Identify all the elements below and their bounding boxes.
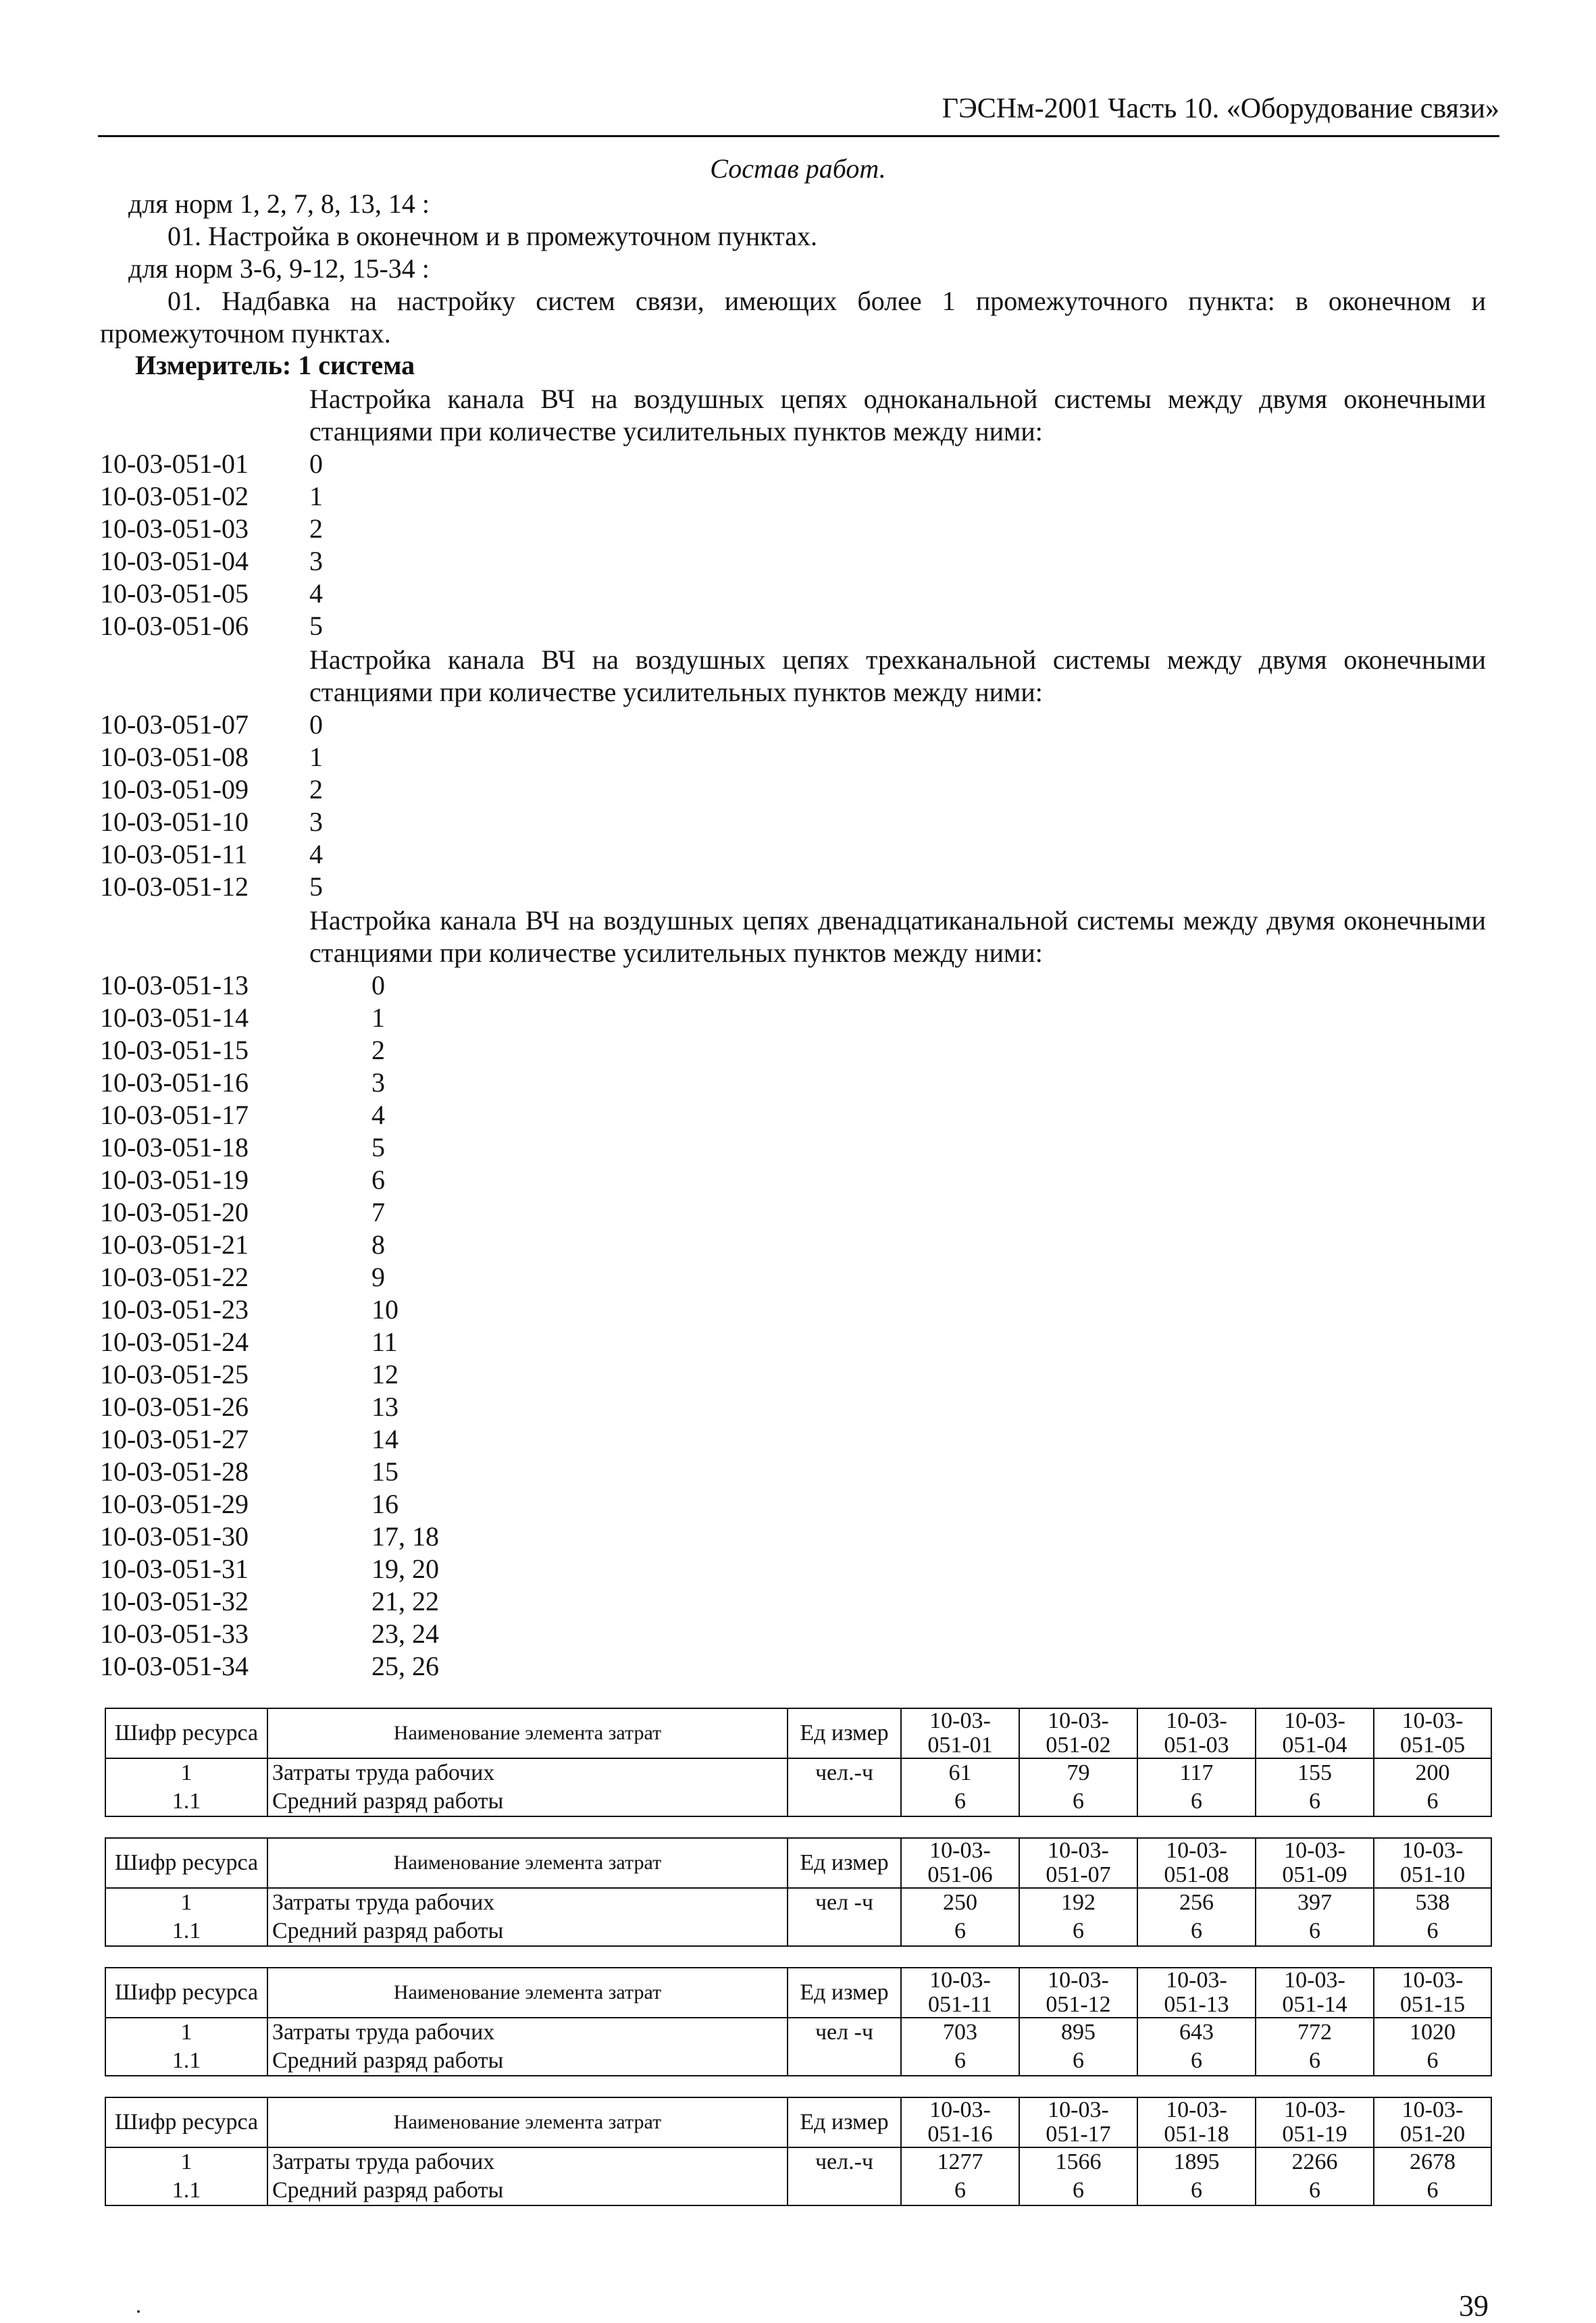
- norm-code-prefix: 10-03-: [1166, 1968, 1227, 1993]
- amplifier-count: 9: [371, 1262, 385, 1292]
- value-cell: 1020: [1374, 2018, 1491, 2047]
- norm-code-prefix: 10-03-: [1048, 1838, 1109, 1863]
- group-description: Настройка канала ВЧ на воздушных цепях двенадцатиканальной системы между двумя оконечными станциями при количестве усилительных пунктов между ними:: [309, 905, 1486, 968]
- norm-code: 10-03-051-20: [100, 1197, 249, 1227]
- norm-row: [100, 773, 573, 806]
- value-cell: 397: [1256, 1888, 1374, 1917]
- norm-code-suffix: 051-12: [1046, 1992, 1111, 2017]
- norm-code-header: [1374, 2097, 1491, 2147]
- unit-cell: [788, 1917, 901, 1946]
- norm-code: 10-03-051-09: [100, 774, 249, 805]
- group-description: Настройка канала ВЧ на воздушных цепях одноканальной системы между двумя оконечными станциями при количестве усилительных пунктов между ними:: [309, 384, 1486, 446]
- norm-code: 10-03-051-01: [100, 449, 249, 479]
- value-cell: 6: [901, 1917, 1019, 1946]
- value-cell: 6: [1374, 1917, 1491, 1946]
- norm-code-header: [1256, 1968, 1374, 2018]
- norm-code-suffix: 051-13: [1164, 1992, 1229, 2017]
- norm-code-suffix: 051-03: [1164, 1733, 1229, 1758]
- unit-header: Ед измер: [788, 1708, 901, 1758]
- amplifier-count: 5: [309, 871, 323, 902]
- norm-code-header: [1374, 1708, 1491, 1758]
- cost-element-name: Средний разряд работы: [267, 2176, 788, 2205]
- cost-element-name: Средний разряд работы: [267, 1917, 788, 1946]
- norm-code-suffix: 051-02: [1046, 1733, 1111, 1758]
- value-cell: 6: [1019, 1917, 1137, 1946]
- norm-code-header: [1256, 1708, 1374, 1758]
- norm-code-header: [901, 2097, 1019, 2147]
- norm-code: 10-03-051-11: [100, 839, 248, 869]
- norm-code: 10-03-051-34: [100, 1651, 249, 1681]
- unit-cell: [788, 2176, 901, 2205]
- amplifier-count: 10: [371, 1294, 398, 1325]
- resource-table: [105, 1967, 1492, 2076]
- cost-element-name: Затраты труда рабочих: [267, 1758, 788, 1787]
- norm-code-suffix: 051-06: [927, 1862, 993, 1887]
- norm-row: [100, 1618, 573, 1650]
- value-cell: 6: [901, 2176, 1019, 2205]
- norm-row: [100, 1131, 573, 1164]
- norm-row: [100, 1488, 573, 1521]
- resource-table: [105, 1708, 1492, 1817]
- table-header-row: [105, 1968, 1491, 2018]
- norm-code: 10-03-051-07: [100, 709, 249, 740]
- amplifier-count: 1: [309, 481, 323, 511]
- norm-row: [100, 838, 573, 871]
- norm-code: 10-03-051-06: [100, 611, 249, 641]
- resource-code: 1: [105, 2147, 267, 2176]
- amplifier-count: 4: [371, 1100, 385, 1130]
- value-cell: 250: [901, 1888, 1019, 1917]
- resource-code-header: Шифр ресурса: [105, 1838, 267, 1888]
- norm-code-prefix: 10-03-: [1166, 1708, 1227, 1733]
- table-row: [105, 2176, 1491, 2205]
- norms-a-label: для норм 1, 2, 7, 8, 13, 14 :: [128, 188, 430, 219]
- norm-code-suffix: 051-08: [1164, 1862, 1229, 1887]
- norm-code: 10-03-051-21: [100, 1229, 249, 1260]
- value-cell: 6: [1256, 1917, 1374, 1946]
- norm-code-header: [1374, 1838, 1491, 1888]
- norm-code: 10-03-051-02: [100, 481, 249, 511]
- norm-code: 10-03-051-05: [100, 578, 249, 609]
- norm-code-prefix: 10-03-: [929, 1968, 991, 1993]
- norm-code-prefix: 10-03-: [1048, 1708, 1109, 1733]
- table-row: [105, 1758, 1491, 1787]
- amplifier-count: 1: [371, 1002, 385, 1033]
- resource-code: 1.1: [105, 2176, 267, 2205]
- norm-code: 10-03-051-28: [100, 1456, 249, 1487]
- amplifier-count: 23, 24: [371, 1618, 439, 1649]
- norm-row: [100, 1423, 573, 1456]
- value-cell: 6: [1374, 2047, 1491, 2076]
- norm-code-suffix: 051-10: [1399, 1862, 1466, 1887]
- norm-code-prefix: 10-03-: [1401, 1838, 1464, 1863]
- norm-code-header: [1019, 1838, 1137, 1888]
- norm-code-header: [1374, 1968, 1491, 2018]
- value-cell: 6: [1019, 1787, 1137, 1816]
- norm-code-header: [901, 1708, 1019, 1758]
- value-cell: 2678: [1374, 2147, 1491, 2176]
- amplifier-count: 1: [309, 742, 323, 772]
- norm-code-suffix: 051-14: [1282, 1992, 1347, 2017]
- work-item-a: 01. Настройка в оконечном и в промежуточном пунктах.: [168, 221, 817, 251]
- amplifier-count: 12: [371, 1359, 398, 1389]
- value-cell: 1895: [1137, 2147, 1256, 2176]
- norm-row: [100, 969, 573, 1002]
- amplifier-count: 13: [371, 1392, 398, 1422]
- value-cell: 6: [1019, 2047, 1137, 2076]
- value-cell: 6: [1019, 2176, 1137, 2205]
- unit-cell: [788, 2047, 901, 2076]
- norm-row: [100, 1099, 573, 1131]
- value-cell: 772: [1256, 2018, 1374, 2047]
- resource-code: 1: [105, 1758, 267, 1787]
- norm-row: [100, 1034, 573, 1067]
- norm-code-prefix: 10-03-: [1048, 1968, 1109, 1993]
- amplifier-count: 5: [309, 611, 323, 641]
- norm-code-header: [901, 1838, 1019, 1888]
- cost-element-header: Наименование элемента затрат: [267, 2097, 788, 2147]
- amplifier-count: 0: [309, 449, 323, 479]
- norm-row: [100, 448, 573, 480]
- norm-row: [100, 578, 573, 610]
- norm-code-header: [1137, 2097, 1256, 2147]
- norm-code: 10-03-051-10: [100, 807, 249, 837]
- table-row: [105, 2018, 1491, 2047]
- norm-code: 10-03-051-24: [100, 1327, 249, 1357]
- norm-row: [100, 1585, 573, 1618]
- norm-row: [100, 1650, 573, 1683]
- norm-row: [100, 1261, 573, 1294]
- amplifier-count: 4: [309, 839, 323, 869]
- norm-code-header: [1019, 2097, 1137, 2147]
- norm-code-suffix: 051-09: [1282, 1862, 1347, 1887]
- amplifier-count: 16: [371, 1489, 398, 1519]
- norm-row: [100, 480, 573, 513]
- norm-row: [100, 1294, 573, 1326]
- norm-code: 10-03-051-18: [100, 1132, 249, 1163]
- norm-row: [100, 1456, 573, 1488]
- value-cell: 256: [1137, 1888, 1256, 1917]
- norm-code-header: [1256, 1838, 1374, 1888]
- norm-code-prefix: 10-03-: [1284, 1968, 1345, 1993]
- unit-header: Ед измер: [788, 1968, 901, 2018]
- cost-element-header: Наименование элемента затрат: [267, 1968, 788, 2018]
- amplifier-count: 2: [371, 1035, 385, 1065]
- unit-header: Ед измер: [788, 1838, 901, 1888]
- table-header-row: [105, 1708, 1491, 1758]
- amplifier-count: 2: [309, 513, 323, 544]
- norm-row: [100, 1553, 573, 1585]
- norm-code: 10-03-051-23: [100, 1294, 249, 1325]
- norm-code: 10-03-051-27: [100, 1424, 249, 1454]
- norm-code-prefix: 10-03-: [1284, 1838, 1345, 1863]
- value-cell: 643: [1137, 2018, 1256, 2047]
- value-cell: 6: [1137, 2047, 1256, 2076]
- value-cell: 895: [1019, 2018, 1137, 2047]
- norm-code-prefix: 10-03-: [1048, 2097, 1109, 2122]
- amplifier-count: 8: [371, 1229, 385, 1260]
- norm-row: [100, 610, 573, 642]
- page-number: 39: [1459, 2289, 1489, 2322]
- norm-code-suffix: 051-11: [927, 1992, 993, 2017]
- norm-code-suffix: 051-07: [1046, 1862, 1111, 1887]
- header-title: ГЭСНм-2001 Часть 10. «Оборудование связи»: [942, 93, 1499, 124]
- resource-code: 1: [105, 2018, 267, 2047]
- norm-code: 10-03-051-13: [100, 970, 249, 1000]
- norm-code-suffix: 051-01: [927, 1733, 993, 1758]
- norm-code-header: [1019, 1708, 1137, 1758]
- norm-row: [100, 1391, 573, 1423]
- norm-code-prefix: 10-03-: [929, 1838, 991, 1863]
- cost-element-name: Затраты труда рабочих: [267, 2147, 788, 2176]
- norm-row: [100, 709, 573, 741]
- norm-row: [100, 1164, 573, 1196]
- value-cell: 117: [1137, 1758, 1256, 1787]
- amplifier-count: 7: [371, 1197, 385, 1227]
- norm-code: 10-03-051-03: [100, 513, 249, 544]
- norm-row: [100, 1196, 573, 1229]
- value-cell: 1277: [901, 2147, 1019, 2176]
- norm-code-prefix: 10-03-: [1166, 1838, 1227, 1863]
- resource-code-header: Шифр ресурса: [105, 2097, 267, 2147]
- amplifier-count: 15: [371, 1456, 398, 1487]
- amplifier-count: 3: [309, 807, 323, 837]
- table-row: [105, 1888, 1491, 1917]
- norm-code: 10-03-051-31: [100, 1554, 249, 1584]
- work-item-b: 01. Надбавка на настройку систем связи, имеющих более 1 промежуточного пункта: в оконечном и промежуточном пунктах.: [100, 286, 1486, 349]
- cost-element-name: Затраты труда рабочих: [267, 2018, 788, 2047]
- norm-code: 10-03-051-08: [100, 742, 249, 772]
- amplifier-count: 14: [371, 1424, 398, 1454]
- unit-header: Ед измер: [788, 2097, 901, 2147]
- group-description: Настройка канала ВЧ на воздушных цепях трехканальной системы между двумя оконечными станциями при количестве усилительных пунктов между ними:: [309, 644, 1486, 707]
- amplifier-count: 19, 20: [371, 1554, 439, 1584]
- amplifier-count: 11: [371, 1327, 398, 1357]
- cost-element-name: Затраты труда рабочих: [267, 1888, 788, 1917]
- norm-code-header: [1256, 2097, 1374, 2147]
- amplifier-count: 21, 22: [371, 1586, 439, 1616]
- norm-code-prefix: 10-03-: [929, 2097, 991, 2122]
- norm-code-suffix: 051-20: [1399, 2122, 1466, 2147]
- value-cell: 6: [1374, 2176, 1491, 2205]
- amplifier-count: 25, 26: [371, 1651, 439, 1681]
- norm-code-suffix: 051-18: [1164, 2122, 1229, 2147]
- cost-element-name: Средний разряд работы: [267, 2047, 788, 2076]
- measure-unit: Измеритель: 1 система: [135, 350, 415, 380]
- section-title: Состав работ.: [710, 153, 886, 184]
- norm-row: [100, 1521, 573, 1553]
- norm-code-prefix: 10-03-: [1166, 2097, 1227, 2122]
- value-cell: 6: [901, 2047, 1019, 2076]
- amplifier-count: 0: [371, 970, 385, 1000]
- value-cell: 200: [1374, 1758, 1491, 1787]
- norm-code-header: [1137, 1838, 1256, 1888]
- value-cell: 79: [1019, 1758, 1137, 1787]
- scan-speck: [137, 2310, 140, 2313]
- norm-code-prefix: 10-03-: [1401, 1708, 1464, 1733]
- cost-element-header: Наименование элемента затрат: [267, 1708, 788, 1758]
- resource-code: 1.1: [105, 2047, 267, 2076]
- norm-code: 10-03-051-30: [100, 1521, 249, 1552]
- norm-code: 10-03-051-04: [100, 546, 249, 576]
- value-cell: 6: [1137, 2176, 1256, 2205]
- norm-row: [100, 1326, 573, 1358]
- unit-cell: чел.-ч: [788, 2147, 901, 2176]
- norm-row: [100, 513, 573, 545]
- table-row: [105, 2047, 1491, 2076]
- norm-code-header: [901, 1968, 1019, 2018]
- norm-code: 10-03-051-26: [100, 1392, 249, 1422]
- table-row: [105, 1917, 1491, 1946]
- norm-code-prefix: 10-03-: [929, 1708, 991, 1733]
- resource-table: [105, 2097, 1492, 2206]
- cost-element-header: Наименование элемента затрат: [267, 1838, 788, 1888]
- resource-table: [105, 1837, 1492, 1947]
- value-cell: 6: [1256, 1787, 1374, 1816]
- norm-row: [100, 1002, 573, 1034]
- resource-code-header: Шифр ресурса: [105, 1968, 267, 2018]
- amplifier-count: 6: [371, 1165, 385, 1195]
- cost-element-name: Средний разряд работы: [267, 1787, 788, 1816]
- norm-row: [100, 806, 573, 838]
- table-row: [105, 2147, 1491, 2176]
- norm-code: 10-03-051-25: [100, 1359, 249, 1389]
- norm-code-prefix: 10-03-: [1401, 1968, 1464, 1993]
- norm-code: 10-03-051-15: [100, 1035, 249, 1065]
- resource-code: 1.1: [105, 1917, 267, 1946]
- norm-code-header: [1137, 1968, 1256, 2018]
- resource-code: 1: [105, 1888, 267, 1917]
- running-header: [98, 91, 1499, 137]
- norm-row: [100, 871, 573, 903]
- resource-code-header: Шифр ресурса: [105, 1708, 267, 1758]
- norm-code-header: [1019, 1968, 1137, 2018]
- norm-code-suffix: 051-05: [1399, 1733, 1466, 1758]
- table-row: [105, 1787, 1491, 1816]
- norm-code-suffix: 051-19: [1282, 2122, 1347, 2147]
- norm-row: [100, 741, 573, 773]
- norm-code: 10-03-051-12: [100, 871, 249, 902]
- norm-row: [100, 1229, 573, 1261]
- value-cell: 155: [1256, 1758, 1374, 1787]
- table-header-row: [105, 2097, 1491, 2147]
- norm-code: 10-03-051-17: [100, 1100, 249, 1130]
- unit-cell: чел.-ч: [788, 1758, 901, 1787]
- norm-code-suffix: 051-17: [1046, 2122, 1111, 2147]
- unit-cell: чел -ч: [788, 1888, 901, 1917]
- norm-code-prefix: 10-03-: [1401, 2097, 1464, 2122]
- norm-code-prefix: 10-03-: [1284, 1708, 1345, 1733]
- norm-row: [100, 545, 573, 578]
- norm-code: 10-03-051-19: [100, 1165, 249, 1195]
- norm-code: 10-03-051-16: [100, 1067, 249, 1098]
- amplifier-count: 4: [309, 578, 323, 609]
- value-cell: 6: [1137, 1917, 1256, 1946]
- norm-code-suffix: 051-04: [1282, 1733, 1347, 1758]
- amplifier-count: 3: [371, 1067, 385, 1098]
- amplifier-count: 17, 18: [371, 1521, 439, 1552]
- norm-row: [100, 1067, 573, 1099]
- value-cell: 6: [1256, 2047, 1374, 2076]
- value-cell: 6: [1374, 1787, 1491, 1816]
- value-cell: 2266: [1256, 2147, 1374, 2176]
- value-cell: 538: [1374, 1888, 1491, 1917]
- norm-code: 10-03-051-22: [100, 1262, 249, 1292]
- value-cell: 6: [901, 1787, 1019, 1816]
- norms-b-label: для норм 3-6, 9-12, 15-34 :: [128, 253, 430, 284]
- amplifier-count: 2: [309, 774, 323, 805]
- value-cell: 1566: [1019, 2147, 1137, 2176]
- amplifier-count: 3: [309, 546, 323, 576]
- norm-code-header: [1137, 1708, 1256, 1758]
- value-cell: 6: [1137, 1787, 1256, 1816]
- norm-row: [100, 1358, 573, 1391]
- unit-cell: чел -ч: [788, 2018, 901, 2047]
- amplifier-count: 5: [371, 1132, 385, 1163]
- norm-code-suffix: 051-16: [927, 2122, 993, 2147]
- table-header-row: [105, 1838, 1491, 1888]
- norm-code: 10-03-051-14: [100, 1002, 249, 1033]
- norm-code: 10-03-051-29: [100, 1489, 249, 1519]
- unit-cell: [788, 1787, 901, 1816]
- value-cell: 6: [1256, 2176, 1374, 2205]
- norm-code: 10-03-051-32: [100, 1586, 249, 1616]
- value-cell: 192: [1019, 1888, 1137, 1917]
- value-cell: 703: [901, 2018, 1019, 2047]
- amplifier-count: 0: [309, 709, 323, 740]
- value-cell: 61: [901, 1758, 1019, 1787]
- norm-code-suffix: 051-15: [1399, 1992, 1466, 2017]
- resource-code: 1.1: [105, 1787, 267, 1816]
- norm-code: 10-03-051-33: [100, 1618, 249, 1649]
- norm-code-prefix: 10-03-: [1284, 2097, 1345, 2122]
